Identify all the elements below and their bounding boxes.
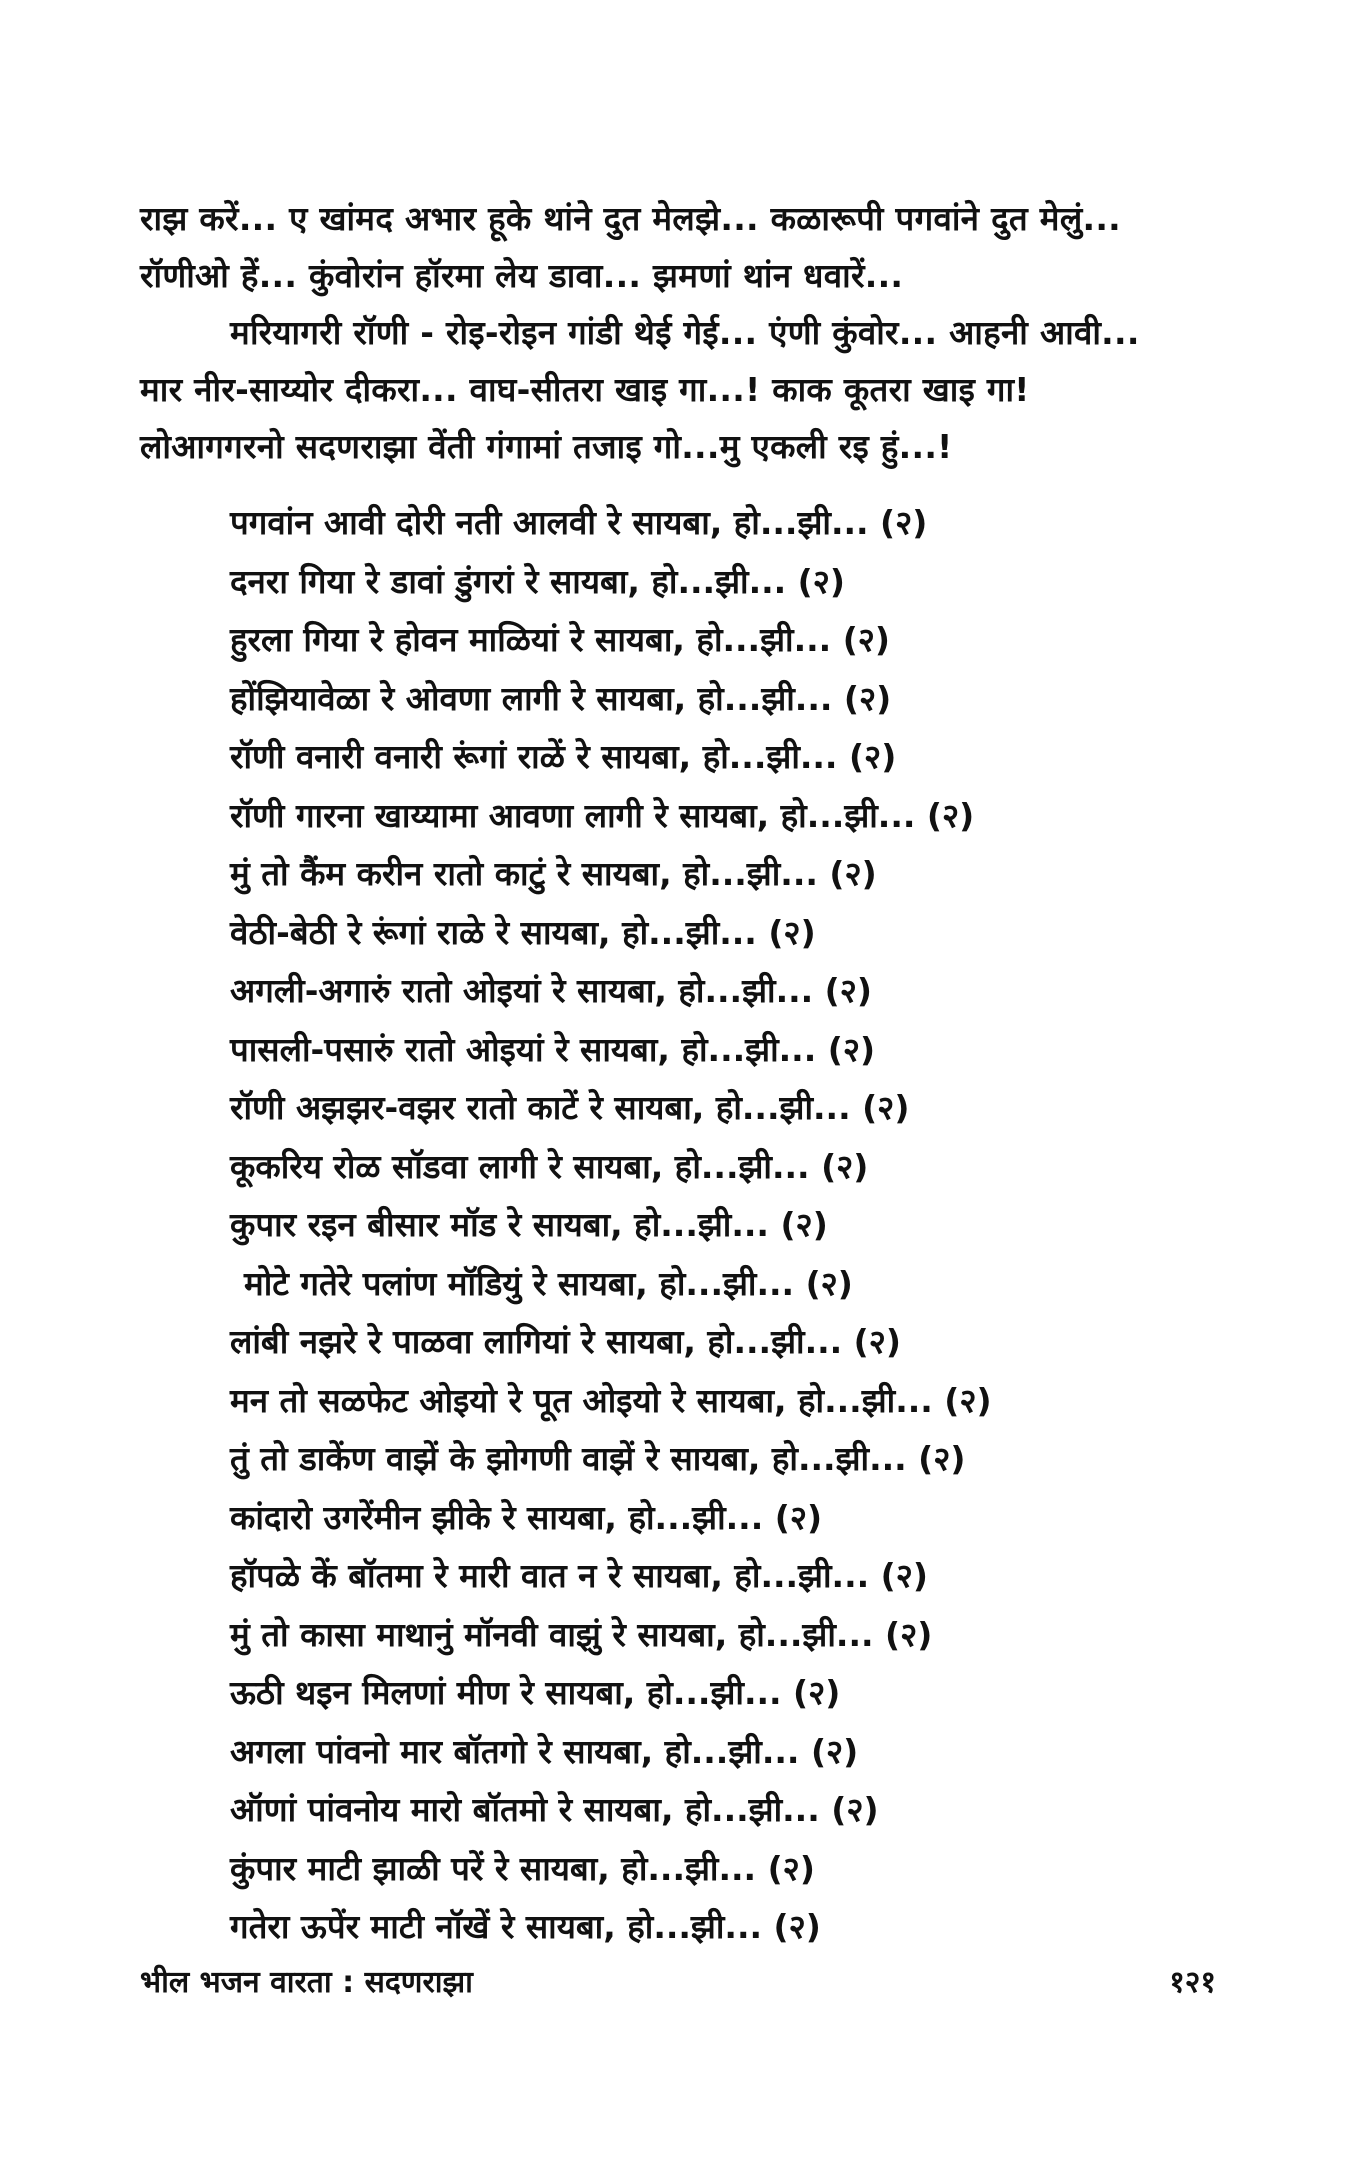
prose-line: मरियागरी रॉणी - रोइ-रोइन गांडी थेई गेई... एंणी कुंवोर... आहनी आवी...	[230, 313, 1140, 352]
page-number: १२१	[1169, 1965, 1216, 2000]
verse-line: ऊठी थइन मिलणां मीण रे सायबा, हो...झी... (२)	[230, 1673, 841, 1712]
verse-line: मन तो सळफेट ओइयो रे पूत ओइयो रे सायबा, हो...झी... (२)	[230, 1380, 992, 1420]
prose-line: लोआगगरनो सदणराझा वेंती गंगामां तजाइ गो...मु एकली रइ हुं...!	[140, 427, 953, 466]
page-footer	[140, 1960, 1216, 2001]
prose-line: राझ करें... ए खांमद अभार हूके थांने दुत मेलझे... कळारूपी पगवांने दुत मेलुं...	[140, 199, 1122, 238]
verse-line: मुं तो कासा माथानुं मॉनवी वाझुं रे सायबा, हो...झी... (२)	[230, 1614, 933, 1654]
song-verses	[230, 494, 1230, 1957]
verse-line: ऑणां पांवनोय मारो बॉतमो रे सायबा, हो...झी... (२)	[230, 1790, 879, 1829]
verse-line: कुपार रइन बीसार मॉड रे सायबा, हो...झी... (२)	[230, 1205, 828, 1244]
verse-line: लांबी नझरे रे पाळवा लागियां रे सायबा, हो...झी... (२)	[230, 1322, 902, 1361]
verse-line: पगवांन आवी दोरी नती आलवी रे सायबा, हो...झी... (२)	[230, 503, 928, 542]
verse-line: कुंपार माटी झाळी परें रे सायबा, हो...झी... (२)	[230, 1848, 815, 1888]
verse-line: मुं तो कैंम करीन रातो काटुं रे सायबा, हो...झी... (२)	[230, 854, 877, 893]
verse-line: गतेरा ऊपेंर माटी नॉखें रे सायबा, हो...झी... (२)	[230, 1907, 821, 1946]
verse-line: हुरला गिया रे होवन माळियां रे सायबा, हो...झी... (२)	[230, 620, 891, 659]
prose-line: रॉणीओ हें... कुंवोरांन हॉरमा लेय डावा... झमणां थांन धवारें...	[140, 256, 904, 295]
verse-line: दनरा गिया रे डावां डुंगरां रे सायबा, हो...झी... (२)	[230, 561, 846, 601]
verse-line: रॉणी अझझर-वझर रातो काटें रे सायबा, हो...झी... (२)	[230, 1088, 910, 1127]
verse-line: हॉपळे कें बॉतमा रे मारी वात न रे सायबा, हो...झी... (२)	[230, 1556, 928, 1595]
prose-block	[140, 190, 1240, 475]
verse-line: मोटे गतेरे पलांण मॉडियुं रे सायबा, हो...झी... (२)	[244, 1263, 853, 1303]
prose-line: मार नीर-साय्योर दीकरा... वाघ-सीतरा खाइ गा...! काक कूतरा खाइ गा!	[140, 370, 1030, 409]
verse-line: रॉणी गारना खाय्यामा आवणा लागी रे सायबा, हो...झी... (२)	[230, 795, 975, 835]
verse-line: होंझियावेळा रे ओवणा लागी रे सायबा, हो...झी... (२)	[230, 678, 892, 718]
running-title: भील भजन वारता : सदणराझा	[140, 1965, 473, 2000]
verse-line: तुं तो डाकेंण वाझें के झोगणी वाझें रे सायबा, हो...झी... (२)	[230, 1439, 966, 1478]
verse-line: अगली-अगारुं रातो ओइयां रे सायबा, हो...झी... (२)	[230, 971, 872, 1010]
verse-line: पासली-पसारुं रातो ओइयां रे सायबा, हो...झी... (२)	[230, 1029, 876, 1069]
verse-line: कांदारो उगरेंमीन झीके रे सायबा, हो...झी... (२)	[230, 1497, 823, 1537]
verse-line: कूकरिय रोळ सॉडवा लागी रे सायबा, हो...झी... (२)	[230, 1146, 869, 1186]
verse-line: अगला पांवनो मार बॉतगो रे सायबा, हो...झी... (२)	[230, 1731, 859, 1771]
verse-line: रॉणी वनारी वनारी रूंगां राळें रे सायबा, हो...झी... (२)	[230, 737, 897, 776]
verse-line: वेठी-बेठी रे रूंगां राळे रे सायबा, हो...झी... (२)	[230, 912, 816, 952]
